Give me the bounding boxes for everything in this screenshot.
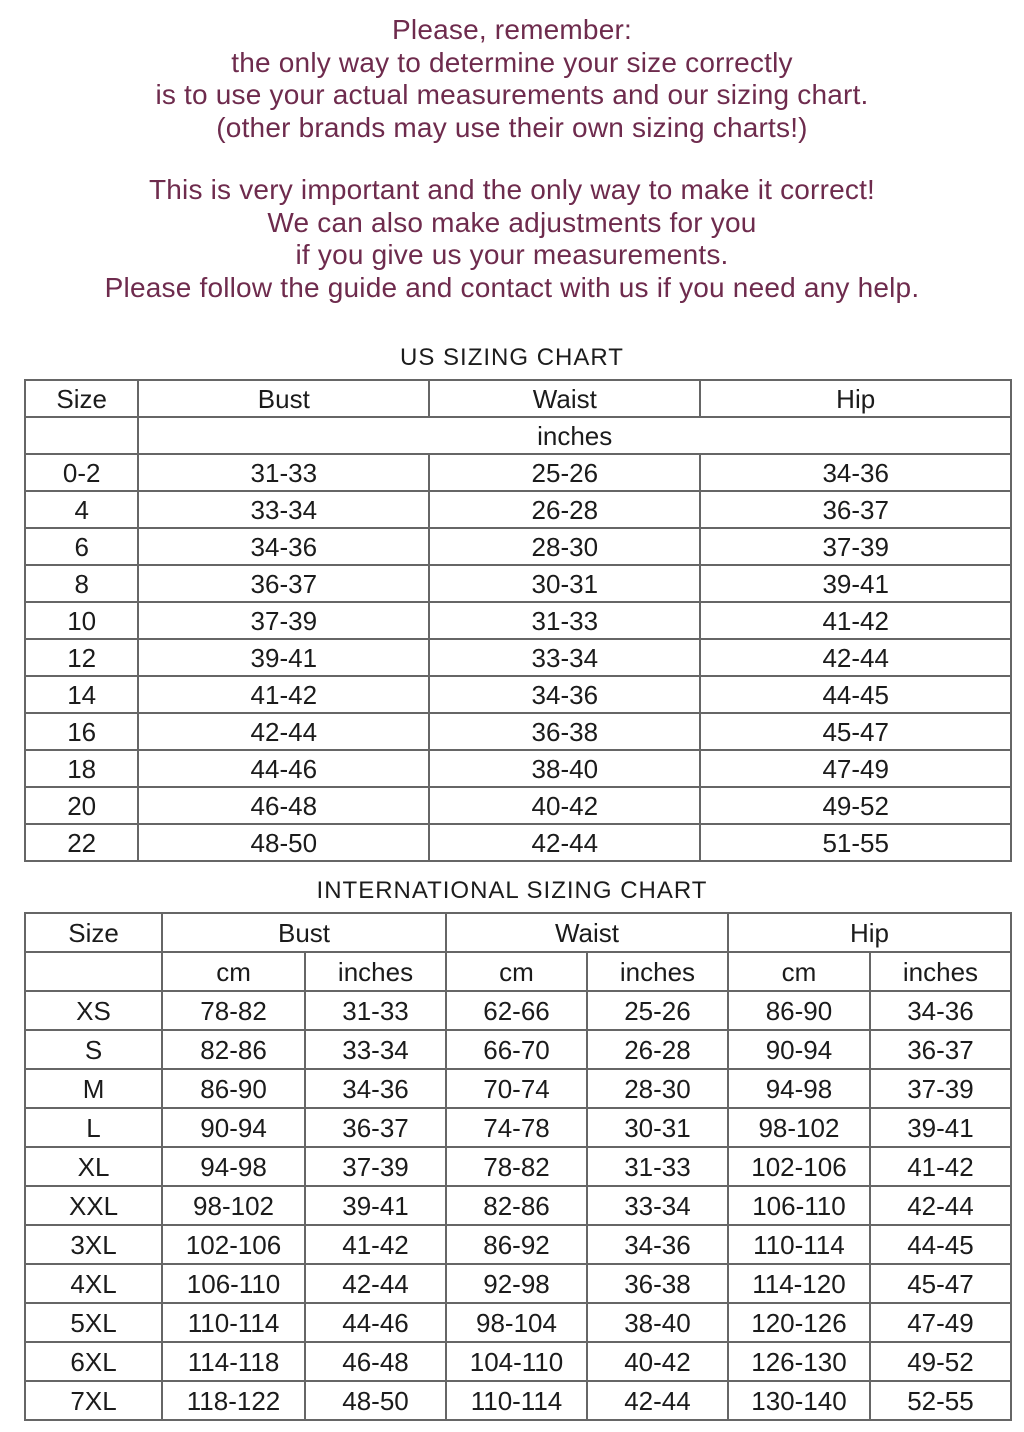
- table-cell: 6XL: [25, 1342, 162, 1381]
- table-row: [25, 676, 1011, 713]
- table-cell: 31-33: [429, 602, 700, 639]
- table-cell: 36-37: [870, 1030, 1011, 1069]
- intl-unit-row: [25, 952, 1011, 991]
- table-cell: 47-49: [700, 750, 1011, 787]
- table-cell: 49-52: [870, 1342, 1011, 1381]
- unit-header-inches: inches: [138, 417, 1011, 454]
- table-cell: 36-38: [429, 713, 700, 750]
- international-sizing-table: [24, 912, 1012, 1421]
- table-row: [25, 824, 1011, 861]
- table-cell: 90-94: [162, 1108, 305, 1147]
- table-cell: 44-46: [305, 1303, 446, 1342]
- intro-line: This is very important and the only way to make it correct!: [148, 174, 876, 205]
- table-cell: 41-42: [138, 676, 429, 713]
- intro-line: if you give us your measurements.: [295, 239, 729, 270]
- table-cell: 66-70: [446, 1030, 587, 1069]
- table-cell: 98-102: [162, 1186, 305, 1225]
- table-cell: 20: [25, 787, 138, 824]
- table-cell: 31-33: [587, 1147, 728, 1186]
- table-cell: 86-90: [728, 991, 870, 1030]
- intl-table-header: [25, 913, 1011, 991]
- table-cell: 42-44: [587, 1381, 728, 1420]
- table-cell: XXL: [25, 1186, 162, 1225]
- table-cell: 16: [25, 713, 138, 750]
- column-header-bust: Bust: [138, 380, 429, 417]
- table-cell: 86-92: [446, 1225, 587, 1264]
- table-cell: 14: [25, 676, 138, 713]
- table-row: [25, 713, 1011, 750]
- table-row: [25, 1147, 1011, 1186]
- table-cell: 42-44: [870, 1186, 1011, 1225]
- table-cell: 114-120: [728, 1264, 870, 1303]
- table-cell: 10: [25, 602, 138, 639]
- table-cell: 45-47: [700, 713, 1011, 750]
- table-cell: 82-86: [162, 1030, 305, 1069]
- table-cell: 37-39: [138, 602, 429, 639]
- table-cell: 92-98: [446, 1264, 587, 1303]
- table-cell: 110-114: [728, 1225, 870, 1264]
- table-cell: 25-26: [429, 454, 700, 491]
- intl-table-body: [25, 991, 1011, 1420]
- intro-line: We can also make adjustments for you: [267, 206, 757, 238]
- table-cell: 90-94: [728, 1030, 870, 1069]
- column-header-size: Size: [25, 913, 162, 952]
- table-cell: 28-30: [429, 528, 700, 565]
- table-row: [25, 565, 1011, 602]
- table-cell: 86-90: [162, 1069, 305, 1108]
- table-cell: 36-37: [700, 491, 1011, 528]
- us-sizing-table: [24, 379, 1012, 862]
- table-row: [25, 528, 1011, 565]
- unit-header-cm: cm: [446, 952, 587, 991]
- table-cell: 41-42: [870, 1147, 1011, 1186]
- us-unit-row: [25, 417, 1011, 454]
- intl-chart-title: INTERNATIONAL SIZING CHART: [316, 877, 708, 904]
- unit-header-inches: inches: [587, 952, 728, 991]
- table-row: [25, 1069, 1011, 1108]
- table-cell: 48-50: [305, 1381, 446, 1420]
- table-cell: 98-102: [728, 1108, 870, 1147]
- unit-header-inches: inches: [305, 952, 446, 991]
- table-cell: 34-36: [700, 454, 1011, 491]
- table-cell: 44-45: [870, 1225, 1011, 1264]
- table-row: [25, 1342, 1011, 1381]
- table-row: [25, 1303, 1011, 1342]
- table-cell: 33-34: [305, 1030, 446, 1069]
- table-cell: 37-39: [700, 528, 1011, 565]
- table-cell: 106-110: [162, 1264, 305, 1303]
- table-cell: 52-55: [870, 1381, 1011, 1420]
- empty-cell: [25, 417, 138, 454]
- table-cell: 34-36: [305, 1069, 446, 1108]
- table-cell: L: [25, 1108, 162, 1147]
- table-cell: 7XL: [25, 1381, 162, 1420]
- table-cell: 78-82: [162, 991, 305, 1030]
- table-cell: 102-106: [728, 1147, 870, 1186]
- table-cell: 40-42: [429, 787, 700, 824]
- table-cell: 106-110: [728, 1186, 870, 1225]
- table-cell: 30-31: [587, 1108, 728, 1147]
- table-cell: 42-44: [429, 824, 700, 861]
- table-row: [25, 639, 1011, 676]
- intro-line: (other brands may use their own sizing charts!): [216, 111, 808, 143]
- table-cell: 46-48: [138, 787, 429, 824]
- table-cell: 74-78: [446, 1108, 587, 1147]
- table-cell: 4: [25, 491, 138, 528]
- table-cell: 120-126: [728, 1303, 870, 1342]
- table-cell: 110-114: [446, 1381, 587, 1420]
- table-row: [25, 1108, 1011, 1147]
- column-header-hip: Hip: [700, 380, 1011, 417]
- table-row: [25, 787, 1011, 824]
- intro-line: is to use your actual measurements and our sizing chart.: [155, 79, 869, 110]
- intro-line: Please, remember:: [392, 14, 632, 45]
- table-cell: 82-86: [446, 1186, 587, 1225]
- table-cell: 0-2: [25, 454, 138, 491]
- table-row: [25, 1381, 1011, 1420]
- table-cell: XL: [25, 1147, 162, 1186]
- unit-header-cm: cm: [162, 952, 305, 991]
- table-cell: 70-74: [446, 1069, 587, 1108]
- table-cell: 12: [25, 639, 138, 676]
- table-cell: 34-36: [138, 528, 429, 565]
- table-cell: 34-36: [429, 676, 700, 713]
- table-cell: 36-37: [305, 1108, 446, 1147]
- us-table-body: [25, 454, 1011, 861]
- table-cell: M: [25, 1069, 162, 1108]
- table-cell: 102-106: [162, 1225, 305, 1264]
- table-row: [25, 750, 1011, 787]
- table-cell: 94-98: [162, 1147, 305, 1186]
- table-cell: 118-122: [162, 1381, 305, 1420]
- intro-line: the only way to determine your size correctly: [231, 46, 793, 78]
- intro-block-2: [0, 174, 1024, 304]
- table-cell: 94-98: [728, 1069, 870, 1108]
- table-cell: 47-49: [870, 1303, 1011, 1342]
- table-cell: 34-36: [870, 991, 1011, 1030]
- table-row: [25, 1030, 1011, 1069]
- table-cell: 4XL: [25, 1264, 162, 1303]
- intro-line: Please follow the guide and contact with us if you need any help.: [104, 271, 920, 303]
- table-cell: 114-118: [162, 1342, 305, 1381]
- table-cell: 22: [25, 824, 138, 861]
- table-cell: XS: [25, 991, 162, 1030]
- table-cell: 40-42: [587, 1342, 728, 1381]
- table-cell: 110-114: [162, 1303, 305, 1342]
- table-cell: 51-55: [700, 824, 1011, 861]
- table-cell: 26-28: [429, 491, 700, 528]
- table-cell: 37-39: [305, 1147, 446, 1186]
- table-cell: 26-28: [587, 1030, 728, 1069]
- intro-text: [0, 0, 1024, 304]
- us-chart-title: US SIZING CHART: [400, 344, 624, 371]
- table-row: [25, 1264, 1011, 1303]
- table-row: [25, 991, 1011, 1030]
- table-row: [25, 454, 1011, 491]
- table-cell: 42-44: [138, 713, 429, 750]
- table-cell: 33-34: [138, 491, 429, 528]
- table-cell: 5XL: [25, 1303, 162, 1342]
- table-cell: 25-26: [587, 991, 728, 1030]
- table-cell: 28-30: [587, 1069, 728, 1108]
- column-header-hip: Hip: [728, 913, 1011, 952]
- table-cell: 104-110: [446, 1342, 587, 1381]
- table-row: [25, 491, 1011, 528]
- table-cell: 49-52: [700, 787, 1011, 824]
- table-cell: 3XL: [25, 1225, 162, 1264]
- table-row: [25, 602, 1011, 639]
- table-cell: 130-140: [728, 1381, 870, 1420]
- empty-cell: [25, 952, 162, 991]
- table-cell: 44-46: [138, 750, 429, 787]
- table-cell: 37-39: [870, 1069, 1011, 1108]
- table-cell: 38-40: [587, 1303, 728, 1342]
- table-cell: 36-37: [138, 565, 429, 602]
- table-cell: 30-31: [429, 565, 700, 602]
- table-cell: 42-44: [305, 1264, 446, 1303]
- table-cell: 126-130: [728, 1342, 870, 1381]
- table-cell: 6: [25, 528, 138, 565]
- table-cell: 33-34: [429, 639, 700, 676]
- table-cell: 39-41: [870, 1108, 1011, 1147]
- table-cell: 42-44: [700, 639, 1011, 676]
- table-cell: 62-66: [446, 991, 587, 1030]
- table-cell: 48-50: [138, 824, 429, 861]
- table-row: [25, 1225, 1011, 1264]
- us-header-row: [25, 380, 1011, 417]
- table-cell: 41-42: [305, 1225, 446, 1264]
- table-cell: 8: [25, 565, 138, 602]
- us-table-header: [25, 380, 1011, 454]
- table-cell: 46-48: [305, 1342, 446, 1381]
- table-cell: 38-40: [429, 750, 700, 787]
- column-header-bust: Bust: [162, 913, 446, 952]
- table-cell: 39-41: [305, 1186, 446, 1225]
- table-cell: 18: [25, 750, 138, 787]
- column-header-waist: Waist: [446, 913, 728, 952]
- table-cell: 41-42: [700, 602, 1011, 639]
- table-cell: 36-38: [587, 1264, 728, 1303]
- table-cell: 34-36: [587, 1225, 728, 1264]
- unit-header-cm: cm: [728, 952, 870, 991]
- column-header-size: Size: [25, 380, 138, 417]
- table-cell: 31-33: [305, 991, 446, 1030]
- table-cell: 39-41: [138, 639, 429, 676]
- table-cell: 78-82: [446, 1147, 587, 1186]
- table-cell: 98-104: [446, 1303, 587, 1342]
- table-row: [25, 1186, 1011, 1225]
- unit-header-inches: inches: [870, 952, 1011, 991]
- column-header-waist: Waist: [429, 380, 700, 417]
- table-cell: S: [25, 1030, 162, 1069]
- table-cell: 39-41: [700, 565, 1011, 602]
- intl-header-row: [25, 913, 1011, 952]
- intro-block-1: [0, 14, 1024, 144]
- table-cell: 33-34: [587, 1186, 728, 1225]
- table-cell: 45-47: [870, 1264, 1011, 1303]
- table-cell: 44-45: [700, 676, 1011, 713]
- table-cell: 31-33: [138, 454, 429, 491]
